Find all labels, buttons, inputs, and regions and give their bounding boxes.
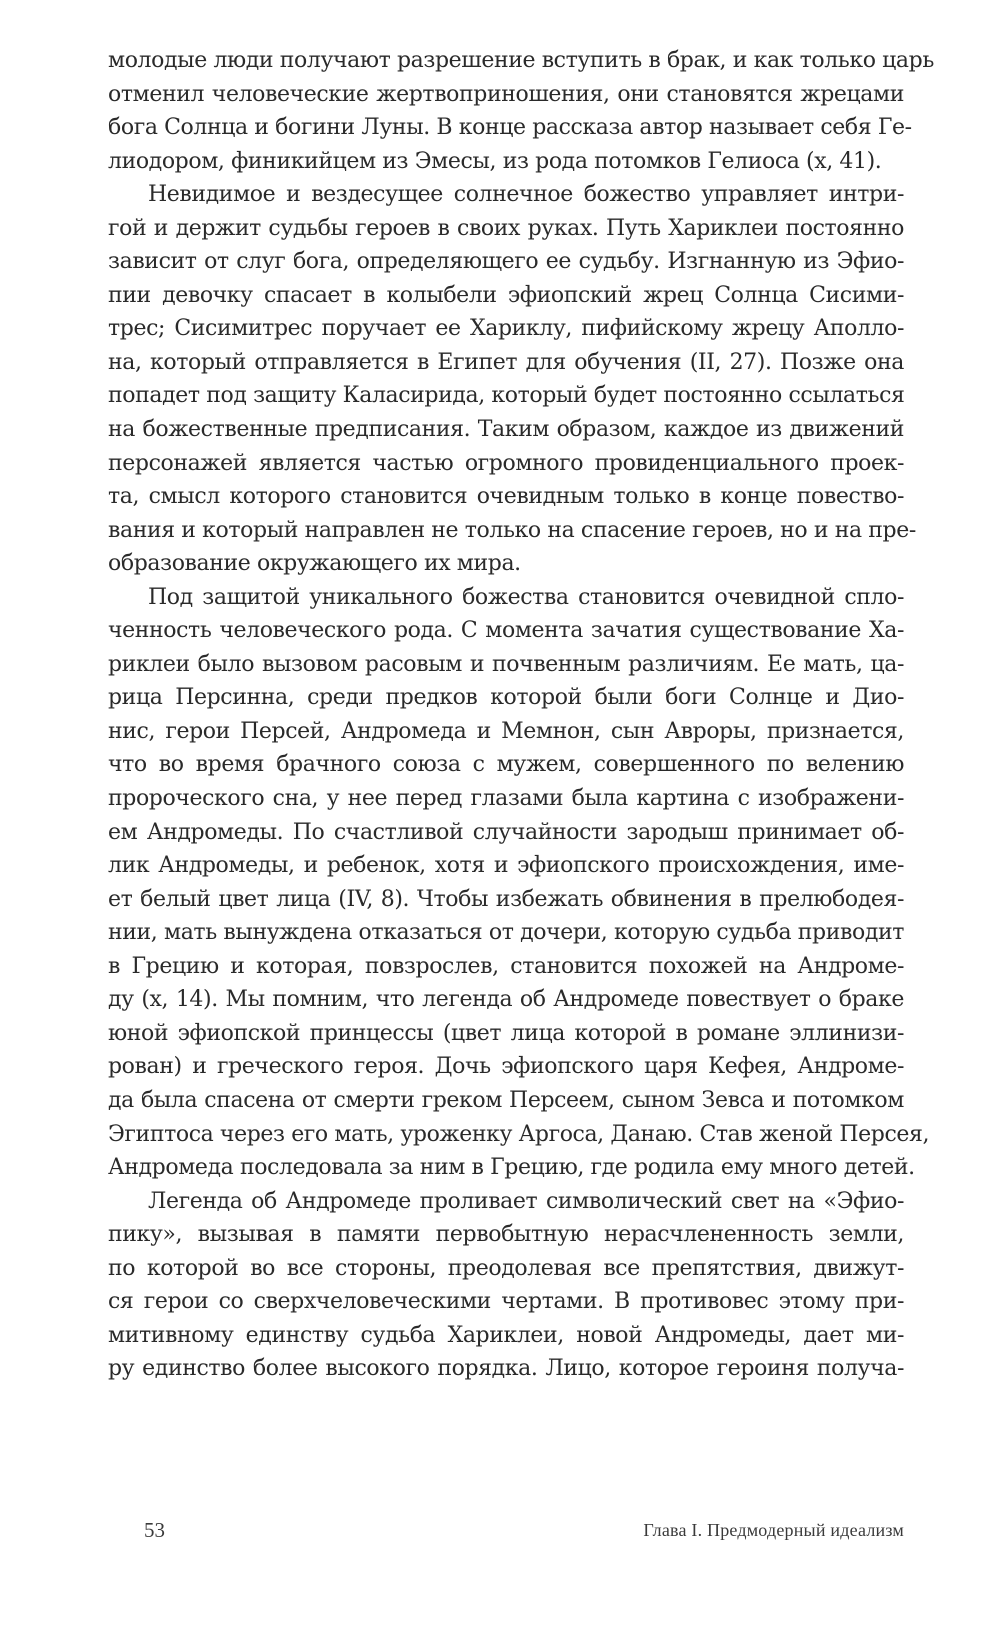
page-number: 53 [144,1518,165,1542]
text-line: Невидимое и вездесущее солнечное божество управляет интри- [148,182,904,208]
text-line: Андромеда последовала за ним в Грецию, где родила ему много детей. [108,1155,915,1181]
text-line: зависит от слуг бога, определяющего ее судьбу. Изгнанную из Эфио- [108,249,904,275]
paragraph [108,1185,904,1386]
text-line: бога Солнца и богини Луны. В конце рассказа автор называет себя Ге- [108,115,912,141]
paragraph [108,581,930,1185]
text-line: лик Андромеды, и ребенок, хотя и эфиопского происхождения, име- [108,853,904,879]
text-line: по которой во все стороны, преодолевая все препятствия, движут- [108,1255,904,1281]
text-line: ру единство более высокого порядка. Лицо, которое героиня получа- [108,1356,904,1382]
text-line: та, смысл которого становится очевидным только в конце повество- [108,484,904,510]
text-line: пророческого сна, у нее перед глазами была картина с изображени- [108,786,904,812]
text-line: отменил человеческие жертвоприношения, они становятся жрецами [108,81,904,107]
text-line: ет белый цвет лица (IV, 8). Чтобы избежать обвинения в прелюбодея- [108,886,904,912]
text-line: Легенда об Андромеде проливает символический свет на «Эфио- [148,1188,904,1214]
text-line: гой и держит судьбы героев в своих руках. Путь Хариклеи постоянно [108,215,904,241]
text-line: ду (x, 14). Мы помним, что легенда об Андромеде повествует о браке [108,987,904,1013]
text-line: на, который отправляется в Египет для обучения (II, 27). Позже она [108,349,904,375]
text-line: риклеи было вызовом расовым и почвенным различиям. Ее мать, ца- [108,651,904,677]
text-line: рован) и греческого героя. Дочь эфиопского царя Кефея, Андроме- [108,1054,904,1080]
text-line: ем Андромеды. По счастливой случайности зародыш принимает об- [108,819,904,845]
text-line: ченность человеческого рода. С момента зачатия существование Ха- [108,618,904,644]
text-line: пику», вызывая в памяти первобытную нерасчлененность земли, [108,1222,904,1248]
text-line: в Грецию и которая, повзрослев, становится похожей на Андроме- [108,953,904,979]
text-line: что во время брачного союза с мужем, совершенного по велению [108,752,904,778]
text-line: попадет под защиту Каласирида, который будет постоянно ссылаться [108,383,905,409]
text-line: на божественные предписания. Таким образом, каждое из движений [108,417,904,443]
paragraph [108,44,934,178]
text-line: пии девочку спасает в колыбели эфиопский жрец Солнца Сисими- [108,282,904,308]
text-line: нис, герои Персей, Андромеда и Мемнон, сын Авроры, признается, [108,718,904,744]
paragraph [108,178,916,581]
text-line: Эгиптоса через его мать, уроженку Аргоса, Данаю. Став женой Персея, [108,1121,930,1147]
text-line: персонажей является частью огромного провиденциального проек- [108,450,904,476]
text-line: молодые люди получают разрешение вступить в брак, и как только царь [108,48,934,73]
text-line: юной эфиопской принцессы (цвет лица которой в романе эллинизи- [108,1020,904,1046]
text-line: лиодором, финикийцем из Эмесы, из рода потомков Гелиоса (x, 41). [108,148,882,174]
text-line: митивному единству судьба Хариклеи, новой Андромеды, дает ми- [108,1322,904,1348]
text-line: образование окружающего их мира. [108,551,521,577]
text-line: да была спасена от смерти греком Персеем, сыном Зевса и потомком [108,1087,904,1113]
text-line: рица Персинна, среди предков которой были боги Солнце и Дио- [108,685,904,711]
text-line: ся герои со сверхчеловеческими чертами. В противовес этому при- [108,1289,904,1315]
text-line: Под защитой уникального божества становится очевидной спло- [148,584,904,610]
running-head: Глава I. Предмодерный идеализм [643,1520,904,1540]
text-line: трес; Сисимитрес поручает ее Хариклу, пифийскому жрецу Аполло- [108,316,904,342]
text-line: нии, мать вынуждена отказаться от дочери, которую судьба приводит [108,920,904,946]
page-footer [108,1518,904,1548]
page-body [108,44,934,1386]
text-line: вания и который направлен не только на спасение героев, но и на пре- [108,517,916,543]
